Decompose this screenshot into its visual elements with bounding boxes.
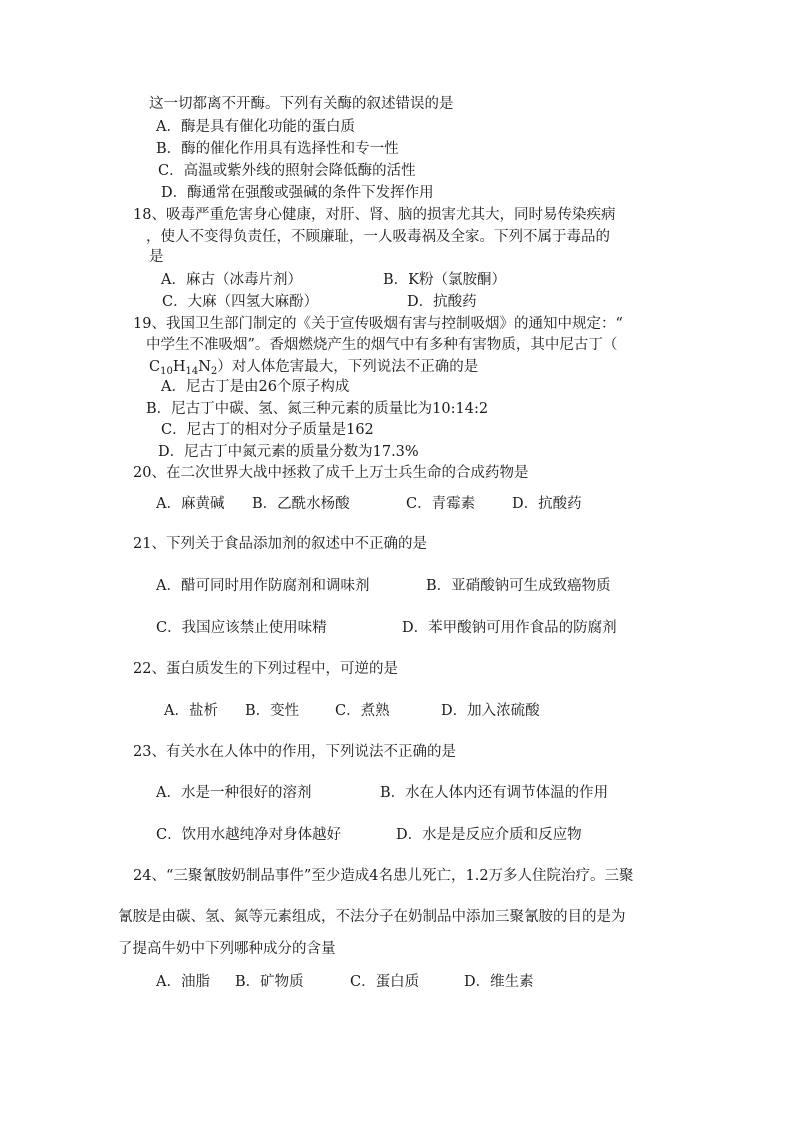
q18-option-c: C．大麻（四氢大麻酚）: [162, 294, 319, 310]
q19-option-b: B．尼古丁中碳、氢、氮三种元素的质量比为10:14:2: [146, 401, 489, 417]
q24-stem-line1: 24、“三聚氰胺奶制品事件”至少造成4名患儿死亡，1.2万多人住院治疗。三聚: [133, 868, 634, 884]
q24-option-b: B．矿物质: [235, 974, 304, 990]
q23-option-b: B．水在人体内还有调节体温的作用: [380, 785, 609, 801]
q24-stem-line2: 氰胺是由碳、氢、氮等元素组成，不法分子在奶制品中添加三聚氰胺的目的是为: [118, 909, 626, 925]
q23-option-d: D．水是是反应介质和反应物: [396, 827, 582, 843]
q22-option-b: B．变性: [245, 703, 300, 719]
q19-option-c: C．尼古丁的相对分子质量是162: [161, 422, 374, 438]
formula-h: H: [172, 359, 186, 375]
formula-c-subscript: 10: [160, 366, 173, 377]
q17-option-b: B．酶的催化作用具有选择性和专一性: [156, 141, 399, 157]
q19-stem-line1: 19、我国卫生部门制定的《关于宣传吸烟有害与控制吸烟》的通知中规定：“: [133, 316, 623, 332]
q22-option-d: D．加入浓硫酸: [441, 703, 540, 719]
q24-option-d: D．维生素: [464, 974, 534, 990]
formula-n: N: [198, 359, 211, 375]
q20-option-c: C．青霉素: [406, 496, 476, 512]
q21-option-a: A．醋可同时用作防腐剂和调味剂: [156, 578, 370, 594]
q17-option-a: A．酶是具有催化功能的蛋白质: [156, 119, 355, 135]
q18-stem-line2: ，使人不变得负责任，不顾廉耻，一人吸毒祸及全家。下列不属于毒品的: [146, 229, 610, 245]
q21-option-b: B．亚硝酸钠可生成致癌物质: [426, 578, 611, 594]
q24-option-c: C．蛋白质: [350, 974, 420, 990]
q18-stem-line3: 是: [149, 249, 164, 265]
q17-option-c: C．高温或紫外线的照射会降低酶的活性: [158, 163, 416, 179]
q17-option-d: D．酶通常在强酸或强碱的条件下发挥作用: [161, 185, 434, 201]
formula-h-subscript: 14: [185, 366, 199, 377]
q22-option-a: A．盐析: [164, 703, 218, 719]
q21-option-d: D．苯甲酸钠可用作食品的防腐剂: [402, 620, 617, 636]
q24-option-a: A．油脂: [156, 974, 210, 990]
q19-stem-line3-tail: ）对人体危害最大，下列说法不正确的是: [217, 359, 479, 375]
q21-option-c: C．我国应该禁止使用味精: [156, 620, 327, 636]
q20-stem: 20、在二次世界大战中拯救了成千上万士兵生命的合成药物是: [133, 465, 529, 481]
q23-option-c: C．饮用水越纯净对身体越好: [156, 827, 342, 843]
q17-stem: 这一切都离不开酶。下列有关酶的叙述错误的是: [149, 96, 454, 112]
q19-option-d: D．尼古丁中氮元素的质量分数为17.3%: [158, 444, 419, 460]
q20-option-b: B．乙酰水杨酸: [252, 496, 350, 512]
q24-stem-line3: 了提高牛奶中下列哪种成分的含量: [118, 941, 336, 957]
q18-option-d: D．抗酸药: [407, 294, 477, 310]
q20-option-a: A．麻黄碱: [156, 496, 225, 512]
q20-option-d: D．抗酸药: [512, 496, 582, 512]
q22-stem: 22、蛋白质发生的下列过程中，可逆的是: [133, 661, 398, 677]
q19-stem-line2: 中学生不准吸烟”。香烟燃烧产生的烟气中有多种有害物质，其中尼古丁（: [146, 337, 618, 353]
q18-stem-line1: 18、吸毒严重危害身心健康，对肝、肾、脑的损害尤其大，同时易传染疾病: [133, 207, 616, 223]
q18-option-a: A．麻古（冰毒片剂）: [161, 272, 302, 288]
q21-stem: 21、下列关于食品添加剂的叙述中不正确的是: [133, 536, 427, 552]
formula-c: C: [149, 359, 161, 375]
q23-stem: 23、有关水在人体中的作用，下列说法不正确的是: [133, 744, 456, 760]
q19-stem-line3: [149, 357, 478, 377]
q19-option-a: A．尼古丁是由26个原子构成: [161, 379, 350, 395]
q18-option-b: B．K粉（氯胺酮）: [383, 272, 506, 288]
q22-option-c: C．煮熟: [335, 703, 390, 719]
q23-option-a: A．水是一种很好的溶剂: [156, 785, 312, 801]
formula-n-subscript: 2: [210, 366, 218, 377]
